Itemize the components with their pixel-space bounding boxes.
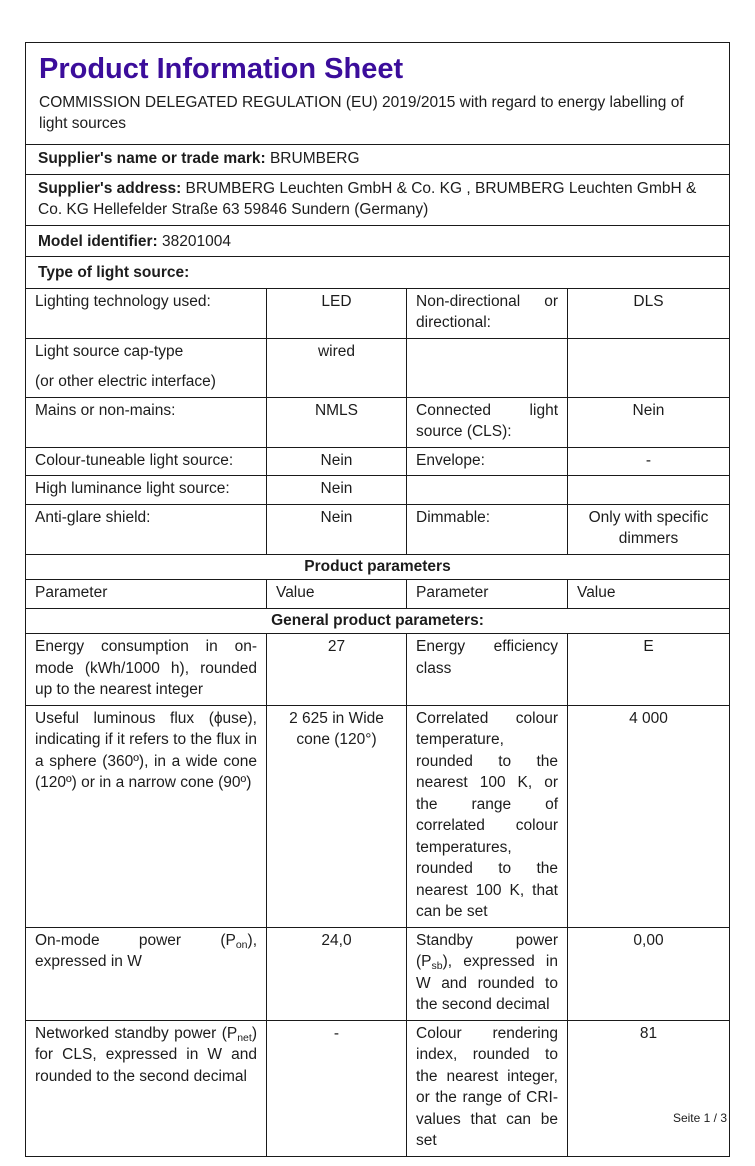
model-identifier-value: 38201004 — [162, 232, 231, 250]
product-information-sheet — [25, 42, 730, 1157]
column-header: Parameter — [35, 584, 108, 601]
param-value-cell — [567, 339, 729, 397]
param-value-cell: - — [266, 1021, 406, 1156]
regulation-subtitle: COMMISSION DELEGATED REGULATION (EU) 2019/2015 with regard to energy labelling of light sources — [39, 94, 684, 132]
param-value-cell: wired — [266, 339, 406, 397]
param-label-cell — [26, 339, 266, 397]
param-label-cell: On-mode power $(P_{on})$, expressed in W — [35, 931, 257, 970]
supplier-name-row — [26, 144, 729, 174]
param-value-cell — [567, 476, 729, 504]
param-label-cell: Non-directional or directional: — [406, 289, 567, 338]
param-label-cell: Connected light source (CLS): — [406, 398, 567, 447]
page-title: Product Information Sheet — [39, 53, 404, 85]
page-number: Seite 1 / 3 — [672, 1111, 727, 1125]
supplier-address-row — [26, 174, 729, 225]
param-label-cell — [406, 339, 567, 397]
param-label-cell — [406, 476, 567, 504]
model-identifier-label: Model identifier: — [38, 232, 158, 250]
column-header: Value — [567, 580, 729, 608]
param-label-cell: Mains or non-mains: — [35, 401, 176, 419]
section-product-parameters: Product parameters — [26, 554, 729, 580]
param-label-cell: Standby power $(P_{sb})$, expressed in W and rounded to the second decimal — [406, 928, 567, 1020]
param-value-cell: Nein — [266, 448, 406, 476]
cap-type-line1: Light source cap-type — [35, 342, 184, 360]
param-label-cell: High luminance light source: — [35, 480, 230, 497]
param-value-cell: Nein — [266, 505, 406, 554]
param-value-cell: E — [567, 634, 729, 705]
table-row-cap-type — [26, 338, 729, 397]
section-general-parameters: General product parameters: — [26, 608, 729, 634]
table-row-luminous-flux — [26, 705, 729, 927]
param-value-cell: 2 625 in Wide cone (120°) — [266, 706, 406, 927]
supplier-name-label: Supplier's name or trade mark: — [38, 150, 266, 167]
type-of-light-source-row — [26, 256, 729, 288]
param-value-cell: 24,0 — [266, 928, 406, 1020]
param-value-cell: 81 — [567, 1021, 729, 1156]
table-row-on-mode-power — [26, 927, 729, 1020]
table-row-networked-standby — [26, 1020, 729, 1156]
param-label-cell: Colour-tuneable light source: — [35, 451, 234, 469]
supplier-address-value: BRUMBERG Leuchten GmbH & Co. KG , BRUMBERG Leuchten GmbH & Co. KG Hellefelder Straße 63 59846 Sundern (Germany) — [38, 179, 697, 218]
cap-type-line2: (or other electric interface) — [35, 373, 216, 390]
table-row-anti-glare — [26, 504, 729, 554]
param-label-cell: Energy efficiency class — [406, 634, 567, 705]
type-of-light-source-label: Type of light source: — [38, 264, 190, 281]
param-label-cell: Useful luminous flux (ϕuse), indicating if it refers to the flux in a sphere (360º), in a wide cone (120º) or in a narrow cone (90º) — [35, 709, 257, 791]
supplier-address-label: Supplier's address: — [38, 179, 182, 197]
table-row-lighting-technology — [26, 288, 729, 338]
supplier-name-value: BRUMBERG — [269, 150, 360, 167]
param-label-cell: Energy consumption in on-mode (kWh/1000 h), rounded up to the nearest integer — [35, 638, 257, 698]
param-value-cell: Nein — [567, 398, 729, 447]
table-header-row — [26, 579, 729, 608]
table-row-energy-consumption — [26, 633, 729, 705]
param-label-cell: Correlated colour temperature, rounded to the nearest 100 K, or the range of correlated colour temperatures, rounded to the nearest 100 K, that can be set — [406, 706, 567, 927]
param-label-cell: Networked standby power $(P_{net})$ for CLS, expressed in W and rounded to the second decimal — [35, 1024, 257, 1085]
param-value-cell: LED — [266, 289, 406, 338]
param-value-cell: Only with specific dimmers — [567, 505, 729, 554]
table-row-mains — [26, 397, 729, 447]
column-header: Value — [266, 580, 406, 608]
param-label-cell: Anti-glare shield: — [35, 508, 151, 526]
param-label-cell: Colour rendering index, rounded to the nearest integer, or the range of CRI-values that can be set — [406, 1021, 567, 1156]
model-identifier-row — [26, 225, 729, 257]
param-value-cell: Nein — [266, 476, 406, 504]
param-label-cell: Envelope: — [406, 448, 567, 476]
param-value-cell: NMLS — [266, 398, 406, 447]
param-label-cell: Lighting technology used: — [35, 292, 211, 310]
table-row-high-luminance — [26, 475, 729, 504]
param-value-cell: 0,00 — [567, 928, 729, 1020]
param-value-cell: - — [567, 448, 729, 476]
param-value-cell: DLS — [567, 289, 729, 338]
param-value-cell: 27 — [266, 634, 406, 705]
document-header — [26, 43, 729, 144]
param-label-cell: Dimmable: — [406, 505, 567, 554]
table-row-colour-tuneable — [26, 447, 729, 476]
param-value-cell: 4 000 — [567, 706, 729, 927]
column-header: Parameter — [406, 580, 567, 608]
